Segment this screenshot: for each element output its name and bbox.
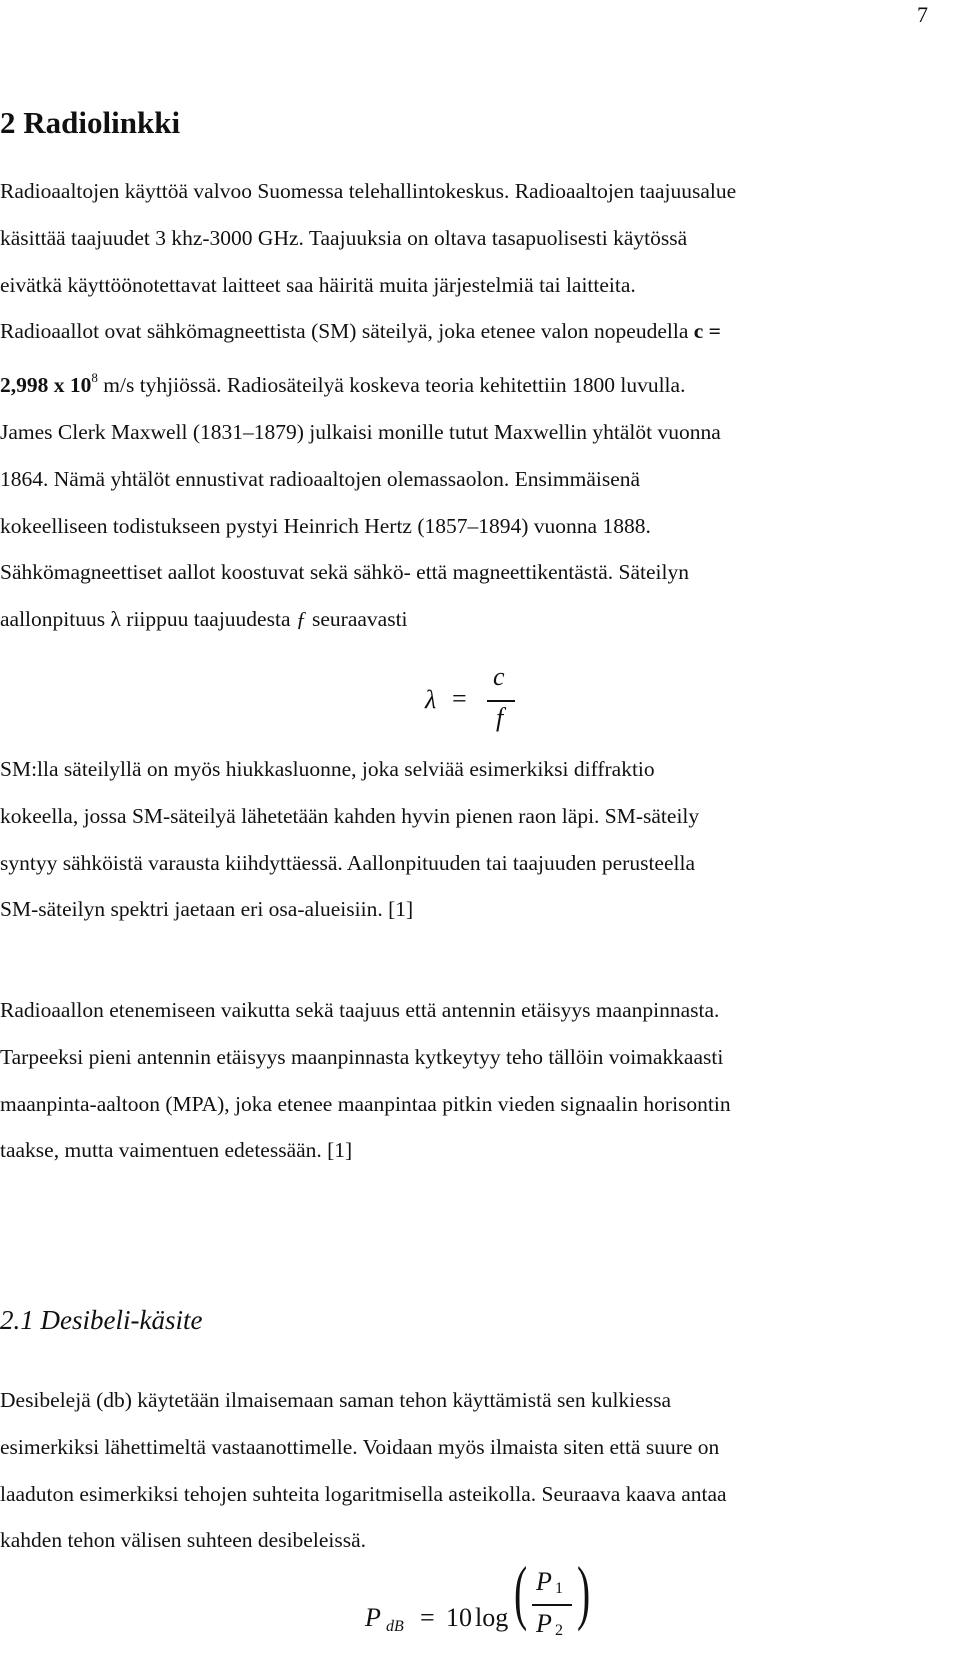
section-heading: 2 Radiolinkki (0, 105, 181, 140)
text-line: laaduton esimerkiksi tehojen suhteita logaritmisella asteikolla. Seuraava kaava antaa (0, 1481, 727, 1506)
formula-equals: = (452, 684, 467, 713)
formula-denominator: f (496, 703, 504, 732)
text-line: Sähkömagneettiset aallot koostuvat sekä sähkö- että magneettikentästä. Säteilyn (0, 560, 689, 585)
text-span: riippuu taajuudesta (126, 607, 291, 632)
subsection-heading: 2.1 Desibeli-käsite (0, 1305, 203, 1335)
formula-lhs: P (365, 1603, 381, 1632)
text-line: Radioaallon etenemiseen vaikutta sekä taajuus että antennin etäisyys maanpinnasta. (0, 998, 720, 1022)
speed-value: 2,998 x 10 (0, 373, 92, 398)
text-line: käsittää taajuudet 3 khz-3000 GHz. Taajuuksia on oltava tasapuolisesti käytössä (0, 225, 688, 250)
text-line: esimerkiksi lähettimeltä vastaanottimelle. Voidaan myös ilmaista siten että suure on (0, 1434, 720, 1459)
text-span: Radioaallot ovat sähkömagneettista (SM) säteilyä, joka etenee valon nopeudella (0, 319, 689, 344)
text-line: SM:lla säteilyllä on myös hiukkasluonne, joka selviää esimerkiksi diffraktio (0, 757, 655, 781)
text-line: kokeella, jossa SM-säteilyä lähetetään kahden hyvin pienen raon läpi. SM-säteily (0, 803, 700, 828)
right-parenthesis: ) (577, 1552, 591, 1632)
paragraph-intro (0, 168, 952, 643)
formula-lhs: λ (425, 685, 437, 714)
formula-numerator: c (493, 662, 505, 691)
formula-denominator-subscript: 2 (555, 1622, 563, 1639)
left-parenthesis: ( (514, 1552, 528, 1632)
text-line: James Clerk Maxwell (1831–1879) julkaisi monille tutut Maxwellin yhtälöt vuonna (0, 419, 721, 444)
text-span: aallonpituus (0, 607, 106, 632)
page-number: 7 (917, 2, 928, 27)
text-line: taakse, mutta vaimentuen edetessään. [1] (0, 1138, 353, 1163)
paragraph-propagation (0, 987, 952, 1174)
text-line: SM-säteilyn spektri jaetaan eri osa-alueisiin. [1] (0, 897, 414, 922)
text-line: kahden tehon välisen suhteen desibeleissä. (0, 1528, 366, 1553)
fraction-line (487, 700, 515, 702)
formula-denominator: P (536, 1609, 552, 1638)
text-line: eivätkä käyttöönotettavat laitteet saa häiritä muita järjestelmiä tai laitteita. (0, 272, 636, 297)
speed-symbol: c = (693, 319, 721, 344)
frequency-symbol: ƒ (295, 607, 307, 632)
text-line: Radioaaltojen käyttöä valvoo Suomessa telehallintokeskus. Radioaaltojen taajuusalue (0, 179, 737, 203)
formula-equals: = (420, 1603, 435, 1632)
text-span: seuraavasti (312, 607, 408, 632)
formula-log: log (475, 1603, 509, 1632)
text-line: maanpinta-aaltoon (MPA), joka etenee maanpintaa pitkin vieden signaalin horisontin (0, 1091, 731, 1116)
formula-numerator-subscript: 1 (555, 1580, 563, 1597)
formula-lhs-subscript: dB (386, 1618, 404, 1635)
paragraph-decibel (0, 1377, 952, 1564)
exponent: 8 (91, 370, 98, 386)
text-line: Tarpeeksi pieni antennin etäisyys maanpinnasta kytkeytyy teho tällöin voimakkaasti (0, 1044, 724, 1069)
text-line: Desibelejä (db) käytetään ilmaisemaan saman tehon käyttämistä sen kulkiessa (0, 1388, 672, 1412)
paragraph-particle (0, 746, 952, 933)
text-span: m/s tyhjiössä. Radiosäteilyä koskeva teoria kehitettiin 1800 luvulla. (103, 373, 686, 398)
text-line: syntyy sähköistä varausta kiihdyttäessä. Aallonpituuden tai taajuuden perusteella (0, 850, 695, 875)
formula-coefficient: 10 (446, 1603, 472, 1632)
text-line (0, 308, 952, 355)
text-line: kokeelliseen todistukseen pystyi Heinrich Hertz (1857–1894) vuonna 1888. (0, 513, 651, 538)
text-line (0, 596, 952, 643)
text-line: 1864. Nämä yhtälöt ennustivat radioaaltojen olemassaolon. Ensimmäisenä (0, 466, 641, 491)
lambda-symbol: λ (110, 607, 121, 632)
fraction-line (532, 1604, 572, 1606)
text-line (0, 355, 952, 409)
formula-numerator: P (536, 1567, 552, 1596)
